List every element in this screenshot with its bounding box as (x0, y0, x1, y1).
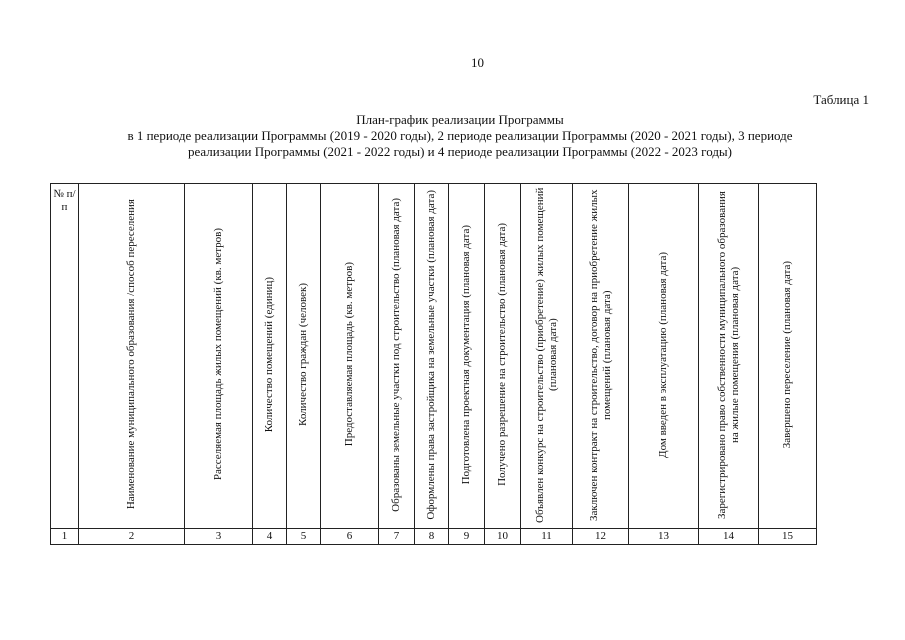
header-cell-13 (629, 184, 699, 529)
header-text: Образованы земельные участки под строительство (плановая дата) (390, 197, 402, 512)
table-label: Таблица 1 (813, 92, 869, 107)
header-cell-12 (573, 184, 629, 529)
column-number: 10 (485, 529, 521, 545)
column-number: 4 (253, 529, 287, 545)
header-text: Получено разрешение на строительство (плановая дата) (496, 223, 508, 486)
schedule-table (50, 183, 817, 545)
table-header-row (51, 184, 817, 529)
column-number: 15 (759, 529, 817, 545)
header-text: Количество помещений (единиц) (263, 276, 275, 433)
column-number: 6 (321, 529, 379, 545)
document-title (40, 112, 880, 160)
header-cell-15 (759, 184, 817, 529)
header-text: Зарегистрировано право собственности муниципального образования на жилые помещения (плановая дата) (715, 190, 741, 519)
column-number: 3 (185, 529, 253, 545)
header-text: Объявлен конкурс на строительство (приобретение) жилых помещений (плановая дата) (533, 186, 559, 523)
header-cell-2 (79, 184, 185, 529)
header-cell-11 (521, 184, 573, 529)
header-cell-8 (415, 184, 449, 529)
page-number: 10 (471, 55, 484, 70)
header-cell-6 (321, 184, 379, 529)
header-text: Завершено переселение (плановая дата) (781, 260, 793, 449)
column-number: 1 (51, 529, 79, 545)
header-text: Расселяемая площадь жилых помещений (кв. метров) (212, 228, 224, 481)
header-text: Подготовлена проектная документация (плановая дата) (460, 224, 472, 485)
column-number: 12 (573, 529, 629, 545)
column-number: 5 (287, 529, 321, 545)
header-text: Предоставляемая площадь (кв. метров) (343, 262, 355, 447)
title-line-1: План-график реализации Программы (356, 112, 564, 127)
column-number: 8 (415, 529, 449, 545)
column-number: 9 (449, 529, 485, 545)
header-cell-14 (699, 184, 759, 529)
header-cell-5 (287, 184, 321, 529)
header-number: № п/п (53, 188, 76, 213)
column-number: 14 (699, 529, 759, 545)
column-number: 7 (379, 529, 415, 545)
header-cell-1 (51, 184, 79, 529)
header-cell-10 (485, 184, 521, 529)
header-cell-9 (449, 184, 485, 529)
header-cell-4 (253, 184, 287, 529)
column-number: 11 (521, 529, 573, 545)
header-text: Оформлены права застройщика на земельные участки (плановая дата) (425, 189, 437, 520)
header-cell-3 (185, 184, 253, 529)
header-text: Заключен контракт на строительство, договор на приобретение жилых помещений (плановая дата) (587, 188, 613, 521)
header-text: Дом введен в эксплуатацию (плановая дата) (657, 251, 669, 458)
title-line-2: в 1 периоде реализации Программы (2019 - 2020 годы), 2 периоде реализации Программы (2020 - 2021 годы), 3 периоде (127, 128, 793, 143)
column-number: 2 (79, 529, 185, 545)
table-number-row (51, 529, 817, 545)
title-line-3: реализации Программы (2021 - 2022 годы) и 4 периоде реализации Программы (2022 - 2023 годы) (187, 144, 732, 159)
header-text: Наименование муниципального образования /способ переселения (125, 199, 137, 510)
column-number: 13 (629, 529, 699, 545)
header-cell-7 (379, 184, 415, 529)
header-text: Количество граждан (человек) (297, 283, 309, 426)
